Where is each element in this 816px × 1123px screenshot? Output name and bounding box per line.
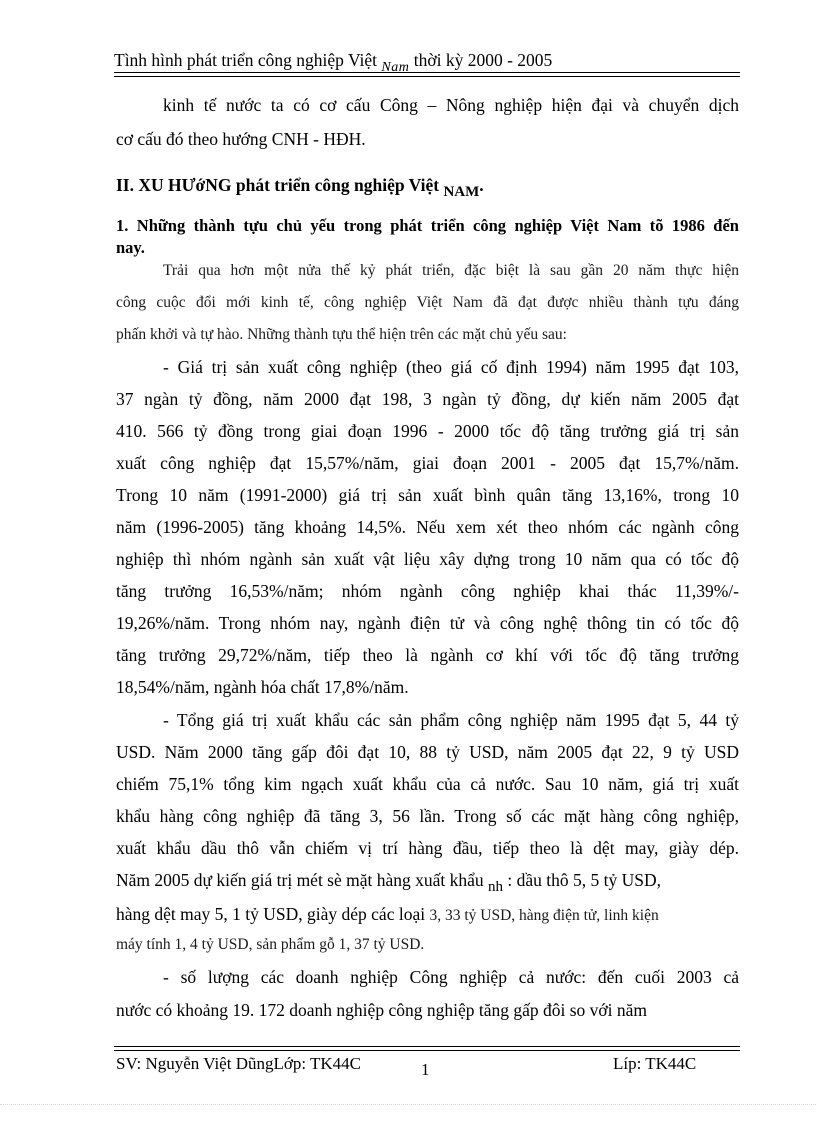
text-line: xuất khẩu dầu thô vẫn chiếm vị trí hàng đầu, tiếp theo là dệt may, giày dép. (116, 838, 739, 858)
text-line: - Tổng giá trị xuất khẩu các sản phẩm công nghiệp năm 1995 đạt 5, 44 tỷ (163, 710, 739, 730)
text-line: máy tính 1, 4 tỷ USD, sản phẩm gỗ 1, 37 tỷ USD. (116, 936, 425, 953)
text-line: Trải qua hơn một nửa thế kỷ phát triển, đặc biệt là sau gần 20 năm thực hiện (163, 262, 739, 279)
text-line: chiếm 75,1% tổng kim ngạch xuất khẩu của cả nước. Sau 10 năm, giá trị xuất (116, 774, 739, 794)
text-line: xuất công nghiệp đạt 15,57%/năm, giai đoạn 2001 - 2005 đạt 15,7%/năm. (116, 453, 739, 473)
text-line: USD. Năm 2000 tăng gấp đôi đạt 10, 88 tỷ USD, năm 2005 đạt 22, 9 tỷ USD (116, 742, 739, 762)
text-line: năm (1996-2005) tăng khoảng 14,5%. Nếu xem xét theo nhóm các ngành công (116, 517, 739, 537)
header-rule (114, 72, 740, 77)
header-title-part2: thời kỳ 2000 - 2005 (409, 50, 553, 70)
subsection-heading: 1. Những thành tựu chủ yếu trong phát triển công nghiệp Việt Nam tõ 1986 đến (116, 216, 739, 235)
text-line: - số lượng các doanh nghiệp Công nghiệp cả nước: đến cuối 2003 cả (163, 967, 739, 987)
subsection-heading-cont: nay. (116, 238, 145, 257)
text-line: Trong 10 năm (1991-2000) giá trị sản xuất bình quân tăng 13,16%, trong 10 (116, 485, 739, 505)
text-line (116, 904, 659, 925)
footer-rule (114, 1046, 740, 1051)
text-line: 410. 566 tỷ đồng trong giai đoạn 1996 - 2000 tốc độ tăng trưởng giá trị sản (116, 421, 739, 441)
text-segment: 3, 33 tỷ USD, hàng điện tử, linh kiện (429, 907, 659, 924)
text-line: tăng trưởng 16,53%/năm; nhóm ngành công nghiệp khai thác 11,39%/- (116, 581, 739, 601)
text-line: kinh tế nước ta có cơ cấu Công – Nông nghiệp hiện đại và chuyển dịch (163, 95, 739, 115)
text-line: nghiệp thì nhóm ngành sản xuất vật liệu xây dựng trong 10 năm qua có tốc độ (116, 549, 739, 569)
footer-author: SV: Nguyễn Việt DũngLớp: TK44C (116, 1054, 362, 1073)
page-edge-divider (0, 1104, 816, 1105)
text-line: khẩu hàng công nghiệp đã tăng 3, 56 lần. Trong số các mặt hàng công nghiệp, (116, 806, 739, 826)
text-line: - Giá trị sản xuất công nghiệp (theo giá cố định 1994) năm 1995 đạt 103, (163, 357, 739, 377)
page-number: 1 (421, 1060, 430, 1079)
running-header (114, 50, 740, 73)
text-line: nước có khoảng 19. 172 doanh nghiệp công nghiệp tăng gấp đôi so với năm (116, 1000, 648, 1020)
text-line (116, 870, 662, 895)
section-heading-subscript: NAM (443, 184, 480, 200)
text-line: phấn khởi và tự hào. Những thành tựu thể hiện trên các mặt chủ yếu sau: (116, 326, 567, 343)
text-segment: hàng dệt may 5, 1 tỷ USD, giày dép các loại (116, 904, 430, 924)
text-line: 37 ngàn tỷ đồng, năm 2000 đạt 198, 3 ngàn tỷ đồng, dự kiến năm 2005 đạt (116, 389, 739, 409)
header-title-part1: Tình hình phát triển công nghiệp Việt (114, 50, 382, 70)
header-title-italic: Nam (381, 60, 410, 75)
text-line: công cuộc đổi mới kinh tế, công nghiệp Việt Nam đã đạt được nhiều thành tựu đáng (116, 294, 739, 311)
text-line: cơ cấu đó theo hướng CNH - HĐH. (116, 129, 366, 149)
section-heading (116, 175, 484, 200)
text-line: 19,26%/năm. Trong nhóm nay, ngành điện tử và công nghệ thông tin có tốc độ (116, 613, 739, 633)
footer-class: Líp: TK44C (613, 1054, 697, 1073)
section-heading-dot: . (479, 175, 484, 195)
text-subscript: nh (488, 879, 504, 895)
text-segment: : dầu thô 5, 5 tỷ USD, (503, 870, 662, 890)
text-line: tăng trưởng 29,72%/năm, tiếp theo là ngành cơ khí với tốc độ tăng trưởng (116, 645, 739, 665)
section-heading-text: II. XU HƯớNG phát triển công nghiệp Việt (116, 175, 444, 195)
text-line: 18,54%/năm, ngành hóa chất 17,8%/năm. (116, 677, 409, 697)
text-segment: Năm 2005 dự kiến giá trị mét sè mặt hàng xuất khẩu (116, 870, 489, 890)
